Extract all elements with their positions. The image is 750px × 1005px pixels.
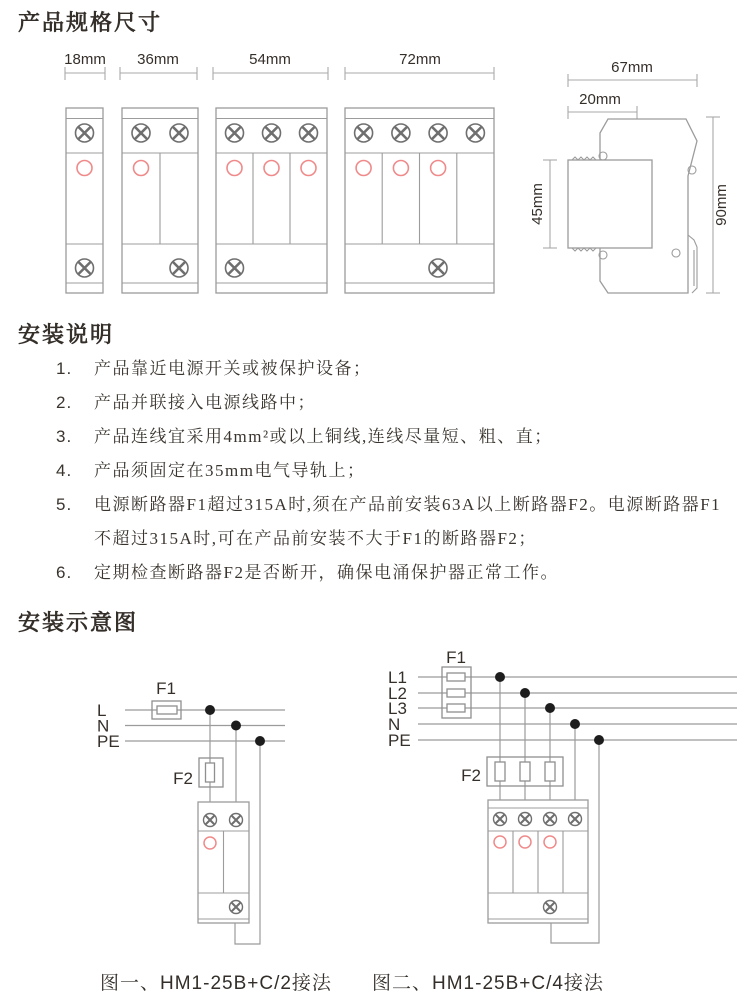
breaker-f2-label: F2 xyxy=(461,766,481,785)
dim-label-20mm: 20mm xyxy=(579,91,621,108)
breaker-f1-symbol xyxy=(152,701,181,719)
dimension-lines-front xyxy=(65,67,494,80)
junction-dot xyxy=(520,688,530,698)
item-text: 产品连线宜采用4mm²或以上铜线,连线尽量短、粗、直； xyxy=(94,427,553,446)
install-item-2 xyxy=(56,386,732,420)
line-label-L2: L2 xyxy=(388,684,407,703)
dim-label-36mm: 36mm xyxy=(137,51,179,68)
install-item-4 xyxy=(56,454,732,488)
spec-drawings xyxy=(0,45,750,315)
junction-dot xyxy=(231,721,241,731)
item-number: 5. xyxy=(56,495,73,514)
fig1-caption: 图一、HM1-25B+C/2接法 xyxy=(100,973,332,994)
junction-dot xyxy=(205,705,215,715)
device-front-54mm xyxy=(216,108,327,293)
screw-terminal-icon xyxy=(544,901,557,914)
screw-terminal-icon xyxy=(544,813,557,826)
fig2-caption: 图二、HM1-25B+C/4接法 xyxy=(372,973,604,994)
screw-terminal-icon xyxy=(230,814,243,827)
dim-label-18mm: 18mm xyxy=(64,51,106,68)
device-side-view xyxy=(529,59,730,293)
screw-terminal-icon xyxy=(170,259,188,277)
screw-terminal-icon xyxy=(494,813,507,826)
screw-terminal-icon xyxy=(170,124,188,142)
line-label-PE: PE xyxy=(388,731,411,750)
screw-terminal-icon xyxy=(429,124,447,142)
breaker-f2-label: F2 xyxy=(173,769,193,788)
screw-terminal-icon xyxy=(76,124,94,142)
item-number: 4. xyxy=(56,461,73,480)
screw-terminal-icon xyxy=(204,814,217,827)
screw-terminal-icon xyxy=(300,124,318,142)
item-text: 产品并联接入电源线路中； xyxy=(94,393,316,412)
line-label-L: L xyxy=(97,701,107,720)
junction-dot xyxy=(594,735,604,745)
screw-terminal-icon xyxy=(263,124,281,142)
line-label-N: N xyxy=(388,715,401,734)
dim-label-90mm: 90mm xyxy=(713,184,730,226)
item-text: 产品靠近电源开关或被保护设备； xyxy=(94,359,372,378)
page-title: 产品规格尺寸 xyxy=(18,10,163,35)
item-text: 电源断路器F1超过315A时,须在产品前安装63A以上断路器F2。电源断路器F1不超过315A时,可在产品前安装不大于F1的断路器F2； xyxy=(94,495,722,548)
wiring-diagram-fig1 xyxy=(85,645,305,960)
screw-terminal-icon xyxy=(429,259,447,277)
screw-terminal-icon xyxy=(392,124,410,142)
screw-terminal-icon xyxy=(519,813,532,826)
screw-terminal-icon xyxy=(569,813,582,826)
breaker-f1-label: F1 xyxy=(446,648,466,667)
screw-terminal-icon xyxy=(466,124,484,142)
device-front-72mm xyxy=(345,108,494,293)
install-instructions xyxy=(56,352,732,590)
breaker-f2-symbol xyxy=(199,758,223,787)
item-text: 定期检查断路器F2是否断开，确保电涌保护器正常工作。 xyxy=(94,563,559,582)
line-label-L1: L1 xyxy=(388,668,407,687)
fig1-spd-device xyxy=(198,802,249,923)
screw-terminal-icon xyxy=(132,124,150,142)
fig2-power-lines xyxy=(418,677,737,740)
device-front-36mm xyxy=(122,108,198,293)
install-item-3 xyxy=(56,420,732,454)
section-title-install: 安装说明 xyxy=(18,322,115,347)
junction-dot xyxy=(570,719,580,729)
breaker-f1-label: F1 xyxy=(156,679,176,698)
screw-terminal-icon xyxy=(76,259,94,277)
junction-dot xyxy=(495,672,505,682)
dim-label-45mm: 45mm xyxy=(529,183,546,225)
line-label-L3: L3 xyxy=(388,699,407,718)
section-title-schematic: 安装示意图 xyxy=(18,610,139,635)
item-number: 3. xyxy=(56,427,73,446)
junction-dot xyxy=(545,703,555,713)
device-front-18mm xyxy=(66,108,103,293)
install-item-1 xyxy=(56,352,732,386)
item-text: 产品须固定在35mm电气导轨上； xyxy=(94,461,366,480)
screw-terminal-icon xyxy=(226,259,244,277)
item-number: 1. xyxy=(56,359,73,378)
line-label-PE: PE xyxy=(97,732,120,751)
line-label-N: N xyxy=(97,716,110,736)
dim-label-67mm: 67mm xyxy=(611,59,653,76)
screw-terminal-icon xyxy=(226,124,244,142)
install-item-5 xyxy=(56,488,732,556)
screw-terminal-icon xyxy=(230,901,243,914)
item-number: 6. xyxy=(56,563,73,582)
fig2-spd-device xyxy=(488,800,588,923)
item-number: 2. xyxy=(56,393,73,412)
dim-label-54mm: 54mm xyxy=(249,51,291,68)
dim-label-72mm: 72mm xyxy=(399,51,441,68)
install-item-6 xyxy=(56,556,732,590)
screw-terminal-icon xyxy=(355,124,373,142)
junction-dot xyxy=(255,736,265,746)
wiring-diagram-fig2 xyxy=(375,645,750,960)
